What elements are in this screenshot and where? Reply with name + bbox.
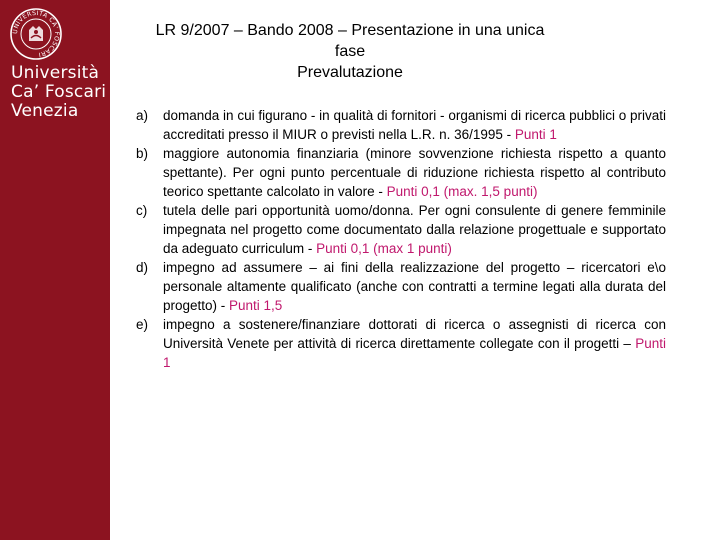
list-item-description: tutela delle pari opportunità uomo/donna. Per ogni consulente di genere femminile impegnata nel progetto come documentato dalla relazione progettuale e supportato da adeguato curriculum - [163,203,666,256]
list-item-marker: a) [136,108,149,123]
list-item-text [163,201,666,258]
university-name-line: Venezia [11,101,79,121]
list-item-points: Punti 1 [163,336,666,370]
list-item-description: impegno a sostenere/finanziare dottorati di ricerca o assegnisti di ricerca con Università Venete per attività di ricerca direttamente collegate con il progetti – [163,317,666,351]
list-item-marker: b) [136,146,149,161]
list-item-points: Punti 1 [514,127,557,142]
list-item [136,258,666,315]
list-item-description: domanda in cui figurano - in qualità di fornitori - organismi di ricerca pubblici o privati accreditati presso il MIUR o previsti nella L.R. n. 36/1995 - [163,108,666,142]
list-item-text [163,258,666,315]
university-name-line: Ca’ Foscari [11,82,107,102]
list-item-description: impegno ad assumere – ai fini della realizzazione del progetto – ricercatori e\o personale altamente qualificato (anche con contratti a termine legati alla durata del progetto) - [163,260,666,313]
seal-text: UNIVERSITA CA' FOSCARI [11,9,61,58]
list-item [136,106,666,144]
slide-title-line2: Prevalutazione [297,64,403,81]
list-item-text [163,106,666,144]
list-item-marker: e) [136,317,149,332]
slide-title-line1: LR 9/2007 – Bando 2008 – Presentazione in una unica fase [155,22,545,60]
list-item-marker: c) [136,203,148,218]
list-item-points: Punti 0,1 (max. 1,5 punti) [386,184,538,199]
list-item-text [163,315,666,372]
list-item-points: Punti 1,5 [229,298,283,313]
university-seal-icon [10,8,62,60]
list-item-points: Punti 0,1 (max 1 punti) [316,241,452,256]
list-item-marker: d) [136,260,149,275]
sidebar [0,0,110,540]
list-item-description: maggiore autonomia finanziaria (minore sovvenzione richiesta rispetto a quanto spettante). Per ogni punto percentuale di riduzione richiesta rispetto al contributo teorico spettante calcolato in valore - [163,146,666,199]
list-item [136,201,666,258]
criteria-list [136,106,666,372]
university-name [11,64,106,121]
list-item-text [163,144,666,201]
list-item [136,315,666,372]
university-name-line: Università [11,63,100,83]
list-item [136,144,666,201]
slide-title [140,20,560,83]
